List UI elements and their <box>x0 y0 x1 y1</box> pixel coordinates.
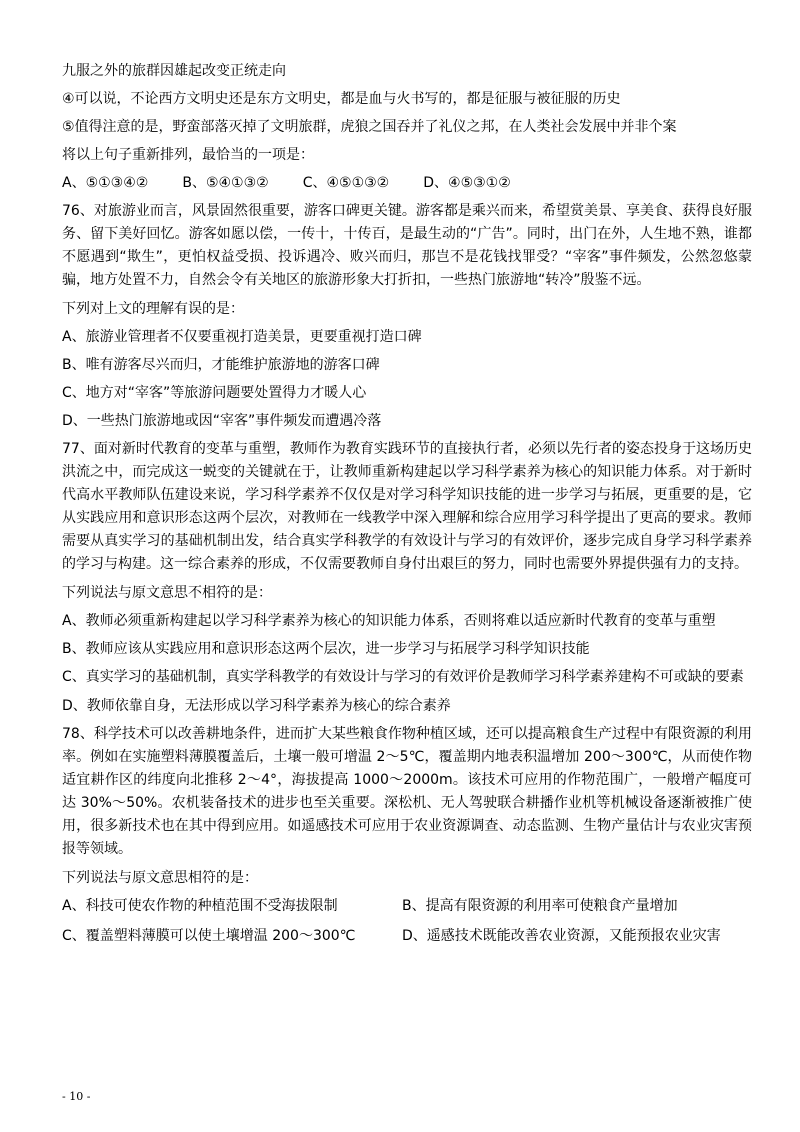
option-d: D、一些热门旅游地或因“宰客”事件频发而遭遇冷落 <box>62 413 382 429</box>
page-number: - 10 - <box>62 1090 91 1103</box>
option-b: B、提高有限资源的利用率可使粮食产量增加 <box>402 898 678 914</box>
option-c: C、地方对“宰客”等旅游问题要处置得力才暖人心 <box>62 385 367 401</box>
question-passage: 76、对旅游业而言，风景固然很重要，游客口碑更关键。游客都是乘兴而来，希望赏美景、享美食、获得良好服务、留下美好回忆。游客如愿以偿，一传十，十传百，是最生动的“广告”。同时，出门在外，人生地不熟，谁都不愿遇到“欺生”，更怕权益受损、投诉遇冷、败兴而归，那岂不是花钱找罪受？“宰客”事件频发，公然忽悠蒙骗，地方处置不力，自然会令有关地区的旅游形象大打折扣，一些热门旅游地“转冷”殷鉴不远。 <box>62 203 752 288</box>
option-a: A、旅游业管理者不仅要重视打造美景，更要重视打造口碑 <box>62 329 422 345</box>
option-d: D、④⑤③①② <box>423 175 511 191</box>
text-line: 九服之外的旅群因雄起改变正统走向 <box>62 63 286 79</box>
question-prompt: 将以上句子重新排列，最恰当的一项是： <box>62 147 314 163</box>
option-d: D、教师依靠自身，无法形成以学习科学素养为核心的综合素养 <box>62 698 451 714</box>
option-a: A、科技可使农作物的种植范围不受海拔限制 <box>62 898 338 914</box>
option-b: B、唯有游客尽兴而归，才能维护旅游地的游客口碑 <box>62 357 380 373</box>
option-c: C、真实学习的基础机制，真实学科教学的有效设计与学习的有效评价是教师学习科学素养建构不可或缺的要素 <box>62 669 744 685</box>
text-line: ④可以说，不论西方文明史还是东方文明史，都是血与火书写的，都是征服与被征服的历史 <box>62 91 621 107</box>
option-a: A、⑤①③④② <box>62 175 149 191</box>
text-line: ⑤值得注意的是，野蛮部落灭掉了文明旅群，虎狼之国吞并了礼仪之邦，在人类社会发展中并非个案 <box>62 119 677 135</box>
option-a: A、教师必须重新构建起以学习科学素养为核心的知识能力体系，否则将难以适应新时代教育的变革与重塑 <box>62 613 716 629</box>
question-passage: 78、科学技术可以改善耕地条件，进而扩大某些粮食作物种植区域，还可以提高粮食生产过程中有限资源的利用率。例如在实施塑料薄膜覆盖后，土壤一般可增温 2～5℃，覆盖期内地表积温增加 200～300℃，从而使作物适宜耕作区的纬度向北推移 2～4°，海拔提高 1000～2000m。该技术可应用的作物范围广，一般增产幅度可达 30%～50%。农机装备技术的进步也至关重要。深松机、无人驾驶联合耕播作业机等机械设备逐渐被推广使用，很多新技术也在其中得到应用。如遥感技术可应用于农业资源调查、动态监测、生物产量估计与农业灾害预报等领域。 <box>62 726 752 857</box>
option-c: C、④⑤①③② <box>302 175 390 191</box>
question-prompt: 下列说法与原文意思相符的是： <box>62 870 258 886</box>
document-page <box>62 60 752 955</box>
question-prompt: 下列说法与原文意思不相符的是： <box>62 585 272 601</box>
option-row <box>62 925 752 947</box>
option-row <box>62 895 752 917</box>
option-c: C、覆盖塑料薄膜可以使土壤增温 200～300℃ <box>62 928 356 944</box>
option-d: D、遥感技术既能改善农业资源，又能预报农业灾害 <box>402 928 721 944</box>
question-passage: 77、面对新时代教育的变革与重塑，教师作为教育实践环节的直接执行者，必须以先行者的姿态投身于这场历史洪流之中，而完成这一蜕变的关键就在于，让教师重新构建起以学习科学素养为核心的知识能力体系。对于新时代高水平教师队伍建设来说，学习科学素养不仅仅是对学习科学知识技能的进一步学习与拓展，更重要的是，它从实践应用和意识形态这两个层次，对教师在一线教学中深入理解和综合应用学习科学提出了更高的要求。教师需要从真实学习的基础机制出发，结合真实学科教学的有效设计与学习的有效评价，逐步完成自身学习科学素养的学习与构建。这一综合素养的形成，不仅需要教师自身付出艰巨的努力，同时也需要外界提供强有力的支持。 <box>62 441 752 572</box>
option-b: B、教师应该从实践应用和意识形态这两个层次，进一步学习与拓展学习科学知识技能 <box>62 641 590 657</box>
option-row <box>62 172 752 194</box>
option-b: B、⑤④①③② <box>182 175 269 191</box>
question-prompt: 下列对上文的理解有误的是： <box>62 301 244 317</box>
